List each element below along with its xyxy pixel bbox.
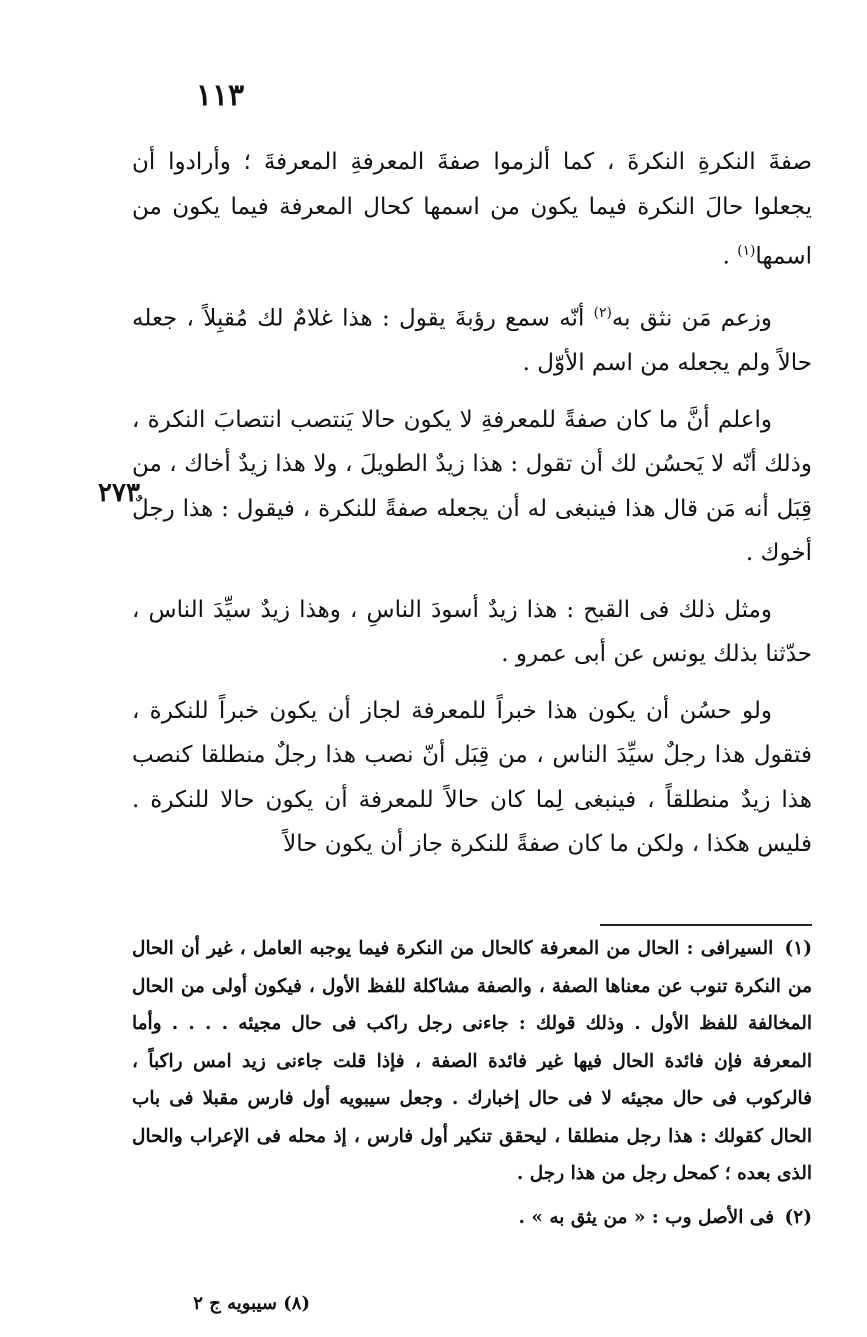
footnote-1-mark: (١) (784, 938, 812, 959)
footnote-2-mark: (٢) (784, 1206, 812, 1228)
paragraph-1-text: صفةَ النكرةِ النكرةَ ، كما ألزموا صفةَ المعرفةِ المعرفةَ ؛ وأرادوا أن يجعلوا حالَ النكرة فيما يكون من اسمها كحال المعرفة فيما يكون من اسمها (132, 149, 812, 270)
main-text (132, 140, 812, 879)
paragraph-1-end: . (722, 243, 738, 270)
paragraph-5: ولو حسُن أن يكون هذا خبراً للمعرفة لجاز أن يكون خبراً للنكرة ، فتقول هذا رجلٌ سيِّدَ الناس ، من قِبَل أنّ نصب هذا رجلٌ منطلقا كنصب هذا زيدٌ منطلقاً ، فينبغى لِما كان حالاً للمعرفة أن يكون حالا للنكرة . فليس هكذا ، ولكن ما كان صفةً للنكرة جاز أن يكون حالاً (132, 697, 812, 858)
footnote-ref-1: (١) (737, 243, 756, 259)
signature-mark: (٨) سيبويه ج ٢ (193, 1293, 310, 1314)
paragraph-4: ومثل ذلك فى القبح : هذا زيدٌ أسودَ الناسِ ، وهذا زيدٌ سيِّدَ الناس ، حدّثنا بذلك يونس عن أبى عمرو . (132, 596, 812, 668)
footnote-ref-2: (٢) (593, 305, 612, 322)
paragraph-3: واعلم أنَّ ما كان صفةً للمعرفةِ لا يكون حالا يَنتصب انتصابَ النكرة ، وذلك أنّه لا يَحسُن لك أن تقول : هذا زيدٌ الطويلَ ، ولا هذا زيدٌ أخاك ، من قِبَل أنه مَن قال هذا فينبغى له أن يجعله صفةً للنكرة ، فيقول : هذا رجلٌ أخوك . (132, 406, 812, 567)
paragraph-2-text-a: وزعم مَن نثق به (611, 305, 772, 332)
footnote-1 (132, 930, 812, 1193)
margin-page-reference: ٢٧٣ (98, 478, 140, 508)
page-number: ١١٣ (195, 78, 245, 113)
footnote-1-text: السيرافى : الحال من المعرفة كالحال من النكرة فيما يوجبه العامل ، غير أن الحال من النكرة تنوب عن معناها الصفة ، والصفة مشاكلة للفظ الأول ، فيكون أولى من الحال المخالفة للفظ الأول . وذلك قولك : جاءنى رجل راكب فى حال مجيئه . . . . وأما المعرفة فإن فائدة الحال فيها غير فائدة الصفة ، فإذا قلت جاءنى زيد امس راكباً ، فالركوب فى حال مجيئه لا فى حال إخبارك . وجعل سيبويه أول فارس مقبلا فى باب الحال كقولك : هذا رجل منطلقا ، ليحقق تنكير أول فارس ، إذ محله فى الإعراب والحال الذى بعده ؛ كمحل رجل من هذا رجل . (132, 938, 812, 1184)
paragraph-1 (132, 140, 812, 279)
paragraph-2-text-b: أنّه سمع رؤبةَ يقول : هذا غلامٌ لك مُقبِلاً ، جعله حالاً ولم يجعله من اسم الأوّل . (132, 305, 812, 377)
footnote-2 (132, 1199, 812, 1237)
footnotes (132, 930, 812, 1242)
footnote-2-text: فى الأصل وب : « من يثق به » . (518, 1206, 775, 1228)
paragraph-2 (132, 291, 812, 386)
footnote-separator (600, 924, 812, 926)
